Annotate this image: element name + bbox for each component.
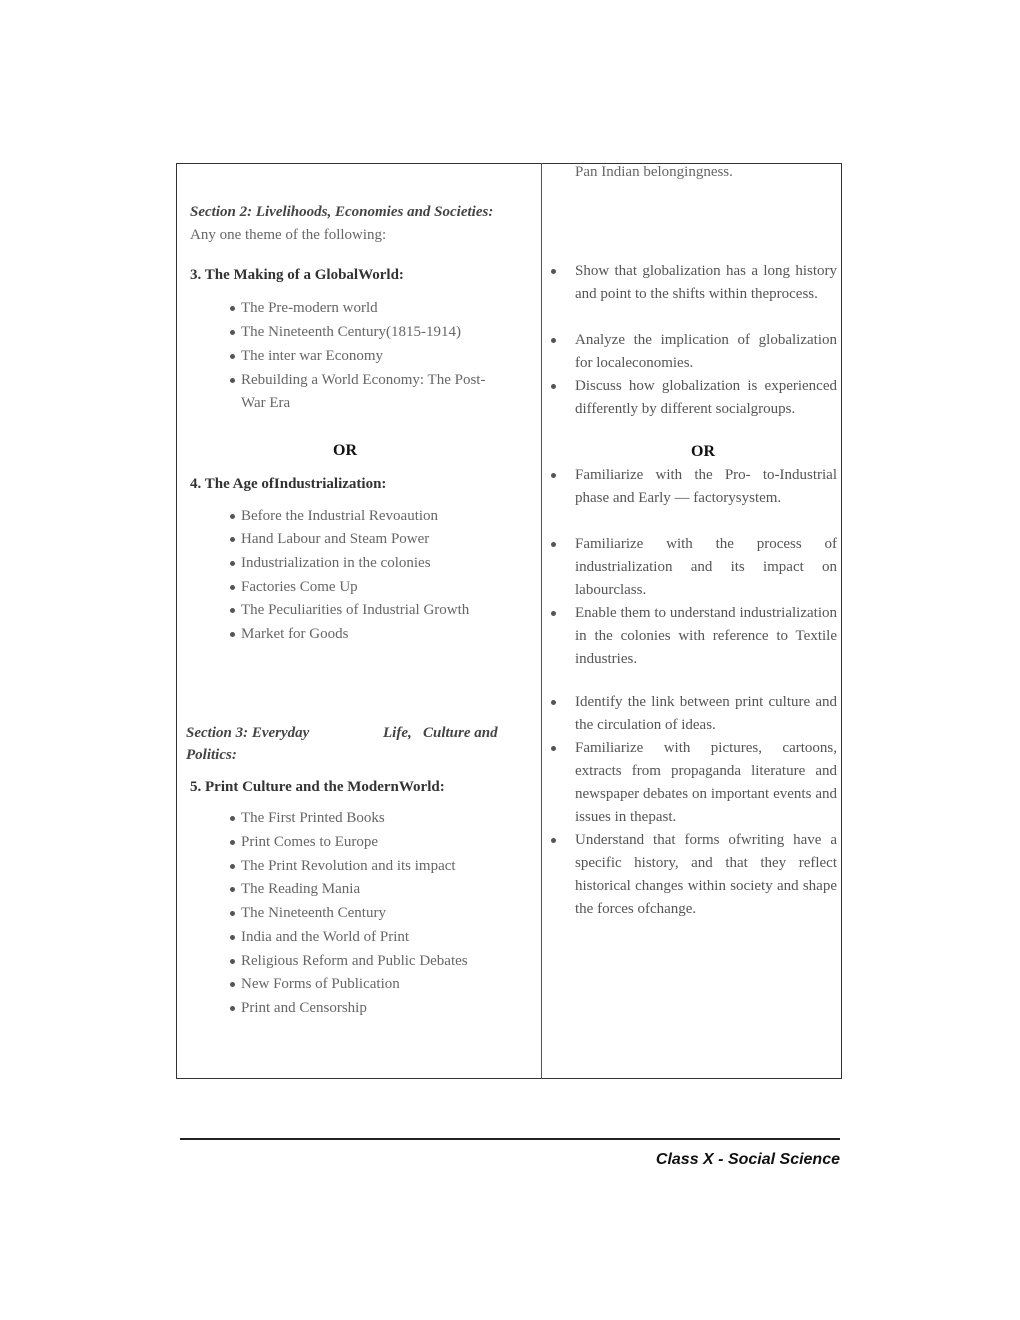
- bullet-icon: [230, 982, 235, 987]
- bullet-icon: [230, 632, 235, 637]
- bullet-icon: [230, 840, 235, 845]
- item-text: The Print Revolution and its impact: [241, 858, 456, 874]
- item-text: Religious Reform and Public Debates: [241, 953, 468, 969]
- objective-text: Analyze the implication of globalization for localeconomies.: [575, 332, 837, 371]
- section3-title-b: Life, Culture and: [383, 725, 498, 741]
- list-item: [241, 997, 367, 1020]
- list-item: [241, 807, 385, 830]
- list-item: [241, 528, 429, 551]
- bullet-icon: [551, 542, 556, 547]
- bullet-icon: [230, 561, 235, 566]
- objective-text: Enable them to understand industrialization in the colonies with reference to Textile industries.: [575, 605, 837, 667]
- objective-item: [575, 737, 837, 829]
- item-text: The Nineteenth Century(1815-1914): [241, 324, 461, 340]
- list-item: [241, 505, 438, 528]
- bullet-icon: [230, 887, 235, 892]
- theme5-heading: 5. Print Culture and the ModernWorld:: [190, 779, 445, 795]
- bullet-icon: [230, 959, 235, 964]
- item-text: India and the World of Print: [241, 929, 410, 945]
- bullet-icon: [230, 1006, 235, 1011]
- bullet-icon: [551, 473, 556, 478]
- bullet-icon: [230, 911, 235, 916]
- right-top-text: Pan Indian belongingness.: [575, 164, 733, 180]
- objective-text: Familiarize with pictures, cartoons, extracts from propaganda literature and newspaper debates on important events and issues in thepast.: [575, 740, 837, 825]
- objective-item: [575, 691, 837, 737]
- bullet-icon: [230, 585, 235, 590]
- bullet-icon: [230, 378, 235, 383]
- bullet-icon: [230, 514, 235, 519]
- objective-text: Show that globalization has a long history and point to the shifts within theprocess.: [575, 263, 837, 302]
- bullet-icon: [551, 384, 556, 389]
- section2-title: Section 2: Livelihoods, Economies and Societies:: [190, 204, 494, 220]
- objective-item: [575, 533, 837, 602]
- list-item: [241, 345, 383, 368]
- bullet-icon: [230, 306, 235, 311]
- bullet-icon: [230, 537, 235, 542]
- bullet-icon: [551, 700, 556, 705]
- list-item: [241, 297, 378, 320]
- list-item: [241, 576, 358, 599]
- objective-item: [575, 464, 837, 510]
- bullet-icon: [551, 838, 556, 843]
- list-item: [241, 369, 485, 392]
- or-right: OR: [691, 443, 715, 460]
- theme3-heading: 3. The Making of a GlobalWorld:: [190, 267, 404, 283]
- bullet-icon: [230, 330, 235, 335]
- list-item: [241, 878, 360, 901]
- bullet-icon: [230, 354, 235, 359]
- item-text: Hand Labour and Steam Power: [241, 531, 430, 547]
- list-item: [241, 599, 469, 622]
- list-item: [241, 623, 348, 646]
- item-text: The Nineteenth Century: [241, 905, 386, 921]
- list-item: [241, 855, 456, 878]
- section3-title-a: Section 3: Everyday: [186, 725, 310, 741]
- item-text: Factories Come Up: [241, 579, 358, 595]
- item-text: The Pre-modern world: [241, 300, 378, 316]
- footer-rule: [180, 1138, 840, 1140]
- item-text: New Forms of Publication: [241, 976, 400, 992]
- list-item: [241, 321, 461, 344]
- objective-text: Discuss how globalization is experienced differently by different socialgroups.: [575, 378, 837, 417]
- list-item: [241, 973, 400, 996]
- objective-item: [575, 829, 837, 921]
- item-text: Before the Industrial Revoaution: [241, 508, 439, 524]
- objective-item: [575, 375, 837, 421]
- bullet-icon: [230, 864, 235, 869]
- bullet-icon: [230, 608, 235, 613]
- list-item: [241, 950, 468, 973]
- objective-text: Understand that forms ofwriting have a specific history, and that they reflect historical changes within society and shape the forces ofchange.: [575, 832, 837, 917]
- list-item-continuation: War Era: [241, 395, 291, 411]
- list-item: [241, 902, 386, 925]
- footer-title: Class X - Social Science: [655, 1151, 840, 1168]
- item-text: Rebuilding a World Economy: The Post-: [241, 372, 486, 388]
- bullet-icon: [230, 816, 235, 821]
- item-text: Industrialization in the colonies: [241, 555, 431, 571]
- bullet-icon: [551, 338, 556, 343]
- list-item: [241, 552, 431, 575]
- column-divider: [541, 163, 542, 1079]
- or-left: OR: [333, 442, 357, 459]
- item-text: Market for Goods: [241, 626, 349, 642]
- bullet-icon: [230, 935, 235, 940]
- bullet-icon: [551, 611, 556, 616]
- objective-text: Familiarize with the process of industrialization and its impact on labourclass.: [575, 536, 837, 598]
- list-item: [241, 926, 409, 949]
- objective-item: [575, 260, 837, 306]
- item-text: Print and Censorship: [241, 1000, 367, 1016]
- objective-text: Identify the link between print culture and the circulation of ideas.: [575, 694, 837, 733]
- item-text: Print Comes to Europe: [241, 834, 379, 850]
- item-text: The inter war Economy: [241, 348, 384, 364]
- item-text: The Peculiarities of Industrial Growth: [241, 602, 470, 618]
- theme4-heading: 4. The Age ofIndustrialization:: [190, 476, 387, 492]
- item-text: The First Printed Books: [241, 810, 385, 826]
- bullet-icon: [551, 269, 556, 274]
- objective-item: [575, 602, 837, 671]
- section3-title-c: Politics:: [186, 747, 237, 763]
- bullet-icon: [551, 746, 556, 751]
- objective-item: [575, 329, 837, 375]
- objective-text: Familiarize with the Pro- to-Industrial phase and Early — factorysystem.: [575, 467, 837, 506]
- section2-subtitle: Any one theme of the following:: [190, 227, 387, 243]
- item-text: The Reading Mania: [241, 881, 361, 897]
- list-item: [241, 831, 378, 854]
